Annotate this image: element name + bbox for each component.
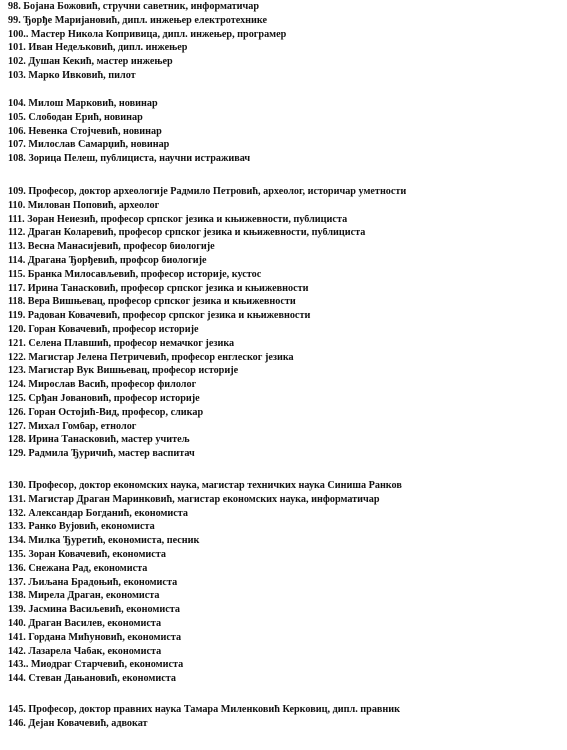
list-item: 122. Магистар Јелена Петричевић, професор енглеског језика [8,352,294,363]
list-item: 128. Ирина Танасковић, мастер учитељ [8,435,190,446]
list-item: 133. Ранко Вујовић, економиста [8,522,155,533]
list-item: 104. Милош Марковић, новинар [8,99,158,109]
list-item: 121. Селена Плавшић, професор немачког језика [8,338,235,349]
list-group [8,705,560,733]
list-item: 110. Милован Поповић, археолог [8,200,160,211]
list-item: 141. Гордана Мићуновић, економиста [8,632,182,643]
list-item: 143.. Миодраг Старчевић, економиста [8,660,184,671]
list-item: 145. Професор, доктор правних наука Тамара Миленковић Керковиц, дипл. правник [8,705,401,715]
list-item: 105. Слободан Ерић, новинар [8,112,143,123]
document-page [8,2,560,748]
member-list [8,2,560,748]
list-item: 130. Професор, доктор економских наука, магистар техничких наука Синиша Ранков [8,481,402,491]
list-item: 112. Драган Коларевић, професор српског језика и књижевности, публициста [8,228,366,239]
list-item: 137. Љиљана Брадоњић, економиста [8,577,178,588]
list-item: 102. Душан Кекић, мастер инжењер [8,57,173,68]
list-item: 109. Професор, доктор археологије Радмило Петровић, археолог, историчар уметности [8,187,407,197]
list-item: 120. Горан Ковачевић, професор историје [8,324,199,335]
list-item: 144. Стеван Дањановић, економиста [8,674,176,685]
list-item: 146. Дејан Ковачевић, адвокат [8,718,148,729]
list-item: 138. Мирела Драган, економиста [8,591,160,602]
list-item: 124. Мирослав Васић, професор филолог [8,380,197,391]
list-item: 119. Радован Ковачевић, професор српског језика и књижевности [8,311,311,322]
list-item: 140. Драган Василев, економиста [8,618,162,629]
list-item: 134. Милка Ђуретић, економиста, песник [8,536,200,547]
list-item: 106. Невенка Стојчевић, новинар [8,126,162,137]
list-group [8,481,560,688]
list-item: 113. Весна Манасијевић, професор биологије [8,242,215,253]
list-item: 118. Вера Вишњевац, професор српског језика и књижевности [8,297,296,308]
list-group [8,187,560,463]
list-item: 123. Магистар Вук Вишњевац, професор историје [8,366,239,377]
list-item: 103. Марко Ивковић, пилот [8,70,136,81]
list-item: 125. Срђан Јовановић, професор историје [8,393,200,404]
list-item: 132. Александар Богданић, економиста [8,508,189,519]
list-item: 129. Радмила Ђуричић, мастер васпитач [8,449,195,460]
list-item: 135. Зоран Ковачевић, економиста [8,549,166,560]
list-item: 127. Михал Гомбар, етнолог [8,421,137,432]
list-item: 115. Бранка Милосављевић, професор историје, кустос [8,269,262,280]
list-group [8,99,560,168]
list-item: 139. Јасмина Васиљевић, економиста [8,605,180,616]
list-item: 107. Милослав Самарџић, новинар [8,140,170,151]
list-item: 114. Драгана Ђорђевић, профсор биологије [8,255,207,266]
list-item: 142. Лазарела Чабак, економиста [8,646,162,657]
list-item: 99. Ђорђе Маријановић, дипл. инжењер електротехнике [8,15,268,26]
list-item: 117. Ирина Танасковић, професор српског језика и књижевности [8,283,309,294]
list-item: 111. Зоран Неиезић, професор српског језика и књижевности, публициста [8,214,348,225]
list-item: 131. Магистар Драган Маринковић, магистар економских наука, информатичар [8,494,380,505]
list-item: 100.. Мастер Никола Копривица, дипл. инжењер, програмер [8,29,287,40]
list-group [8,2,560,85]
list-item: 98. Бојана Божовић, стручни саветник, информатичар [8,2,260,12]
list-item: 101. Иван Недељковић, дипл. инжењер [8,43,188,54]
list-item: 136. Снежана Рад, економиста [8,563,148,574]
list-item: 108. Зорица Пелеш, публициста, научни истраживач [8,154,251,165]
list-item: 126. Горан Остојић-Вид, професор, сликар [8,407,204,418]
